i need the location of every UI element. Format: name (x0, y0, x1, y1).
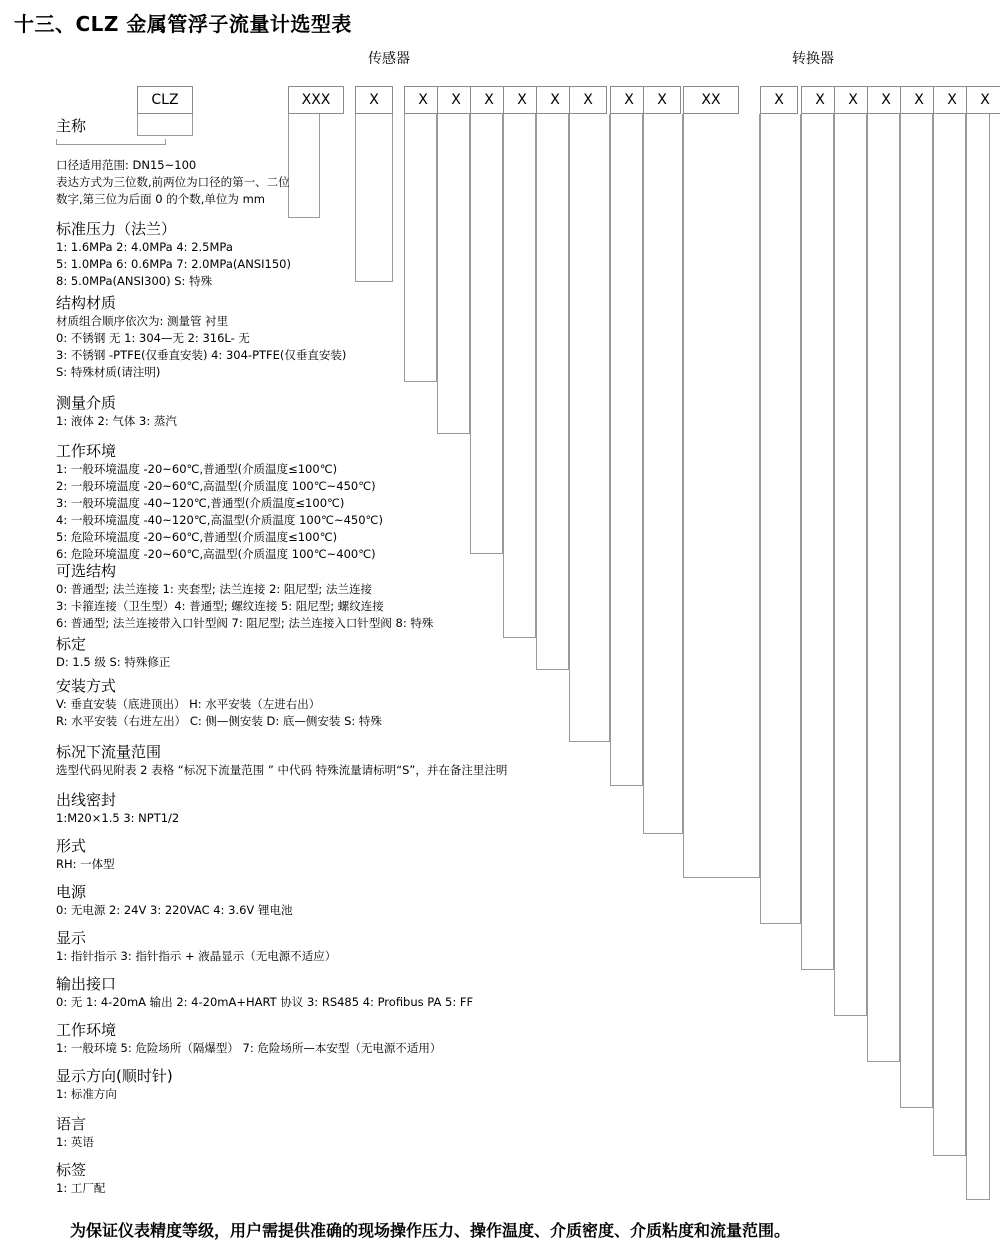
section-medium (56, 393, 177, 430)
section-title-environment-1: 工作环境 (56, 442, 117, 460)
code-box-15: X (867, 86, 905, 114)
group-label-converter: 转换器 (792, 51, 834, 67)
leader-pressure (355, 114, 393, 282)
section-installation (56, 676, 382, 730)
leader-power (760, 114, 801, 924)
section-calibration (56, 634, 170, 671)
section-line-diameter-2: 数字,第三位为后面 0 的个数,单位为 mm (56, 192, 265, 206)
section-line-power-0: 0: 无电源 2: 24V 3: 220VAC 4: 3.6V 锂电池 (56, 903, 293, 917)
section-title-medium: 测量介质 (56, 394, 117, 412)
leader-main-name (137, 114, 193, 136)
section-optional-structure (56, 561, 433, 632)
code-box-1: XXX (288, 86, 344, 114)
section-line-diameter-0: 口径适用范围: DN15~100 (56, 158, 197, 172)
section-title-power: 电源 (56, 883, 87, 901)
code-box-12: X (760, 86, 798, 114)
section-line-environment-1-3: 4: 一般环境温度 -40~120℃,高温型(介质温度 100℃~450℃) (56, 513, 383, 527)
section-title-environment-2: 工作环境 (56, 1021, 117, 1039)
underline-main-name (56, 139, 166, 145)
section-environment-2 (56, 1020, 441, 1057)
section-line-pressure-2: 8: 5.0MPa(ANSI300) S: 特殊 (56, 274, 213, 288)
section-line-environment-1-2: 3: 一般环境温度 -40~120℃,普通型(介质温度≤100℃) (56, 496, 345, 510)
section-display-direction (56, 1066, 173, 1103)
code-box-9: X (610, 86, 648, 114)
page-title: 十三、CLZ 金属管浮子流量计选型表 (14, 12, 352, 36)
section-line-installation-1: R: 水平安装（右进左出） C: 侧—侧安装 D: 底—侧安装 S: 特殊 (56, 714, 382, 728)
code-box-10: X (643, 86, 681, 114)
code-box-17: X (933, 86, 971, 114)
leader-diameter (288, 114, 320, 218)
leader-optional-structure (503, 114, 536, 638)
section-form (56, 836, 115, 873)
section-title-cable-seal: 出线密封 (56, 791, 117, 809)
section-power (56, 882, 292, 919)
leader-language (933, 114, 966, 1156)
section-line-installation-0: V: 垂直安装（底进顶出） H: 水平安装（左进右出） (56, 697, 321, 711)
section-line-language-0: 1: 英语 (56, 1135, 94, 1149)
section-line-pressure-1: 5: 1.0MPa 6: 0.6MPa 7: 2.0MPa(ANSI150) (56, 257, 291, 271)
section-line-optional-structure-1: 3: 卡箍连接（卫生型）4: 普通型; 螺纹连接 5: 阻尼型; 螺纹连接 (56, 599, 384, 613)
code-box-13: X (801, 86, 839, 114)
section-line-display-direction-0: 1: 标准方向 (56, 1087, 117, 1101)
section-line-material-1: 0: 不锈钢 无 1: 304—无 2: 316L- 无 (56, 331, 250, 345)
section-title-installation: 安装方式 (56, 677, 117, 695)
code-box-8: X (569, 86, 607, 114)
section-line-environment-2-0: 1: 一般环境 5: 危险场所（隔爆型） 7: 危险场所—本安型（无电源不适用） (56, 1041, 442, 1055)
section-line-material-3: S: 特殊材质(请注明) (56, 365, 161, 379)
code-box-4: X (437, 86, 475, 114)
section-title-output: 输出接口 (56, 975, 117, 993)
section-line-material-2: 3: 不锈钢 -PTFE(仅垂直安装) 4: 304-PTFE(仅垂直安装) (56, 348, 347, 362)
section-title-label: 标签 (56, 1161, 87, 1179)
section-title-form: 形式 (56, 837, 87, 855)
section-label (56, 1160, 105, 1197)
section-line-material-0: 材质组合顺序依次为: 测量管 衬里 (56, 314, 229, 328)
code-box-6: X (503, 86, 541, 114)
section-title-display: 显示 (56, 929, 87, 947)
leader-medium (437, 114, 470, 434)
section-environment-1 (56, 441, 383, 563)
section-output (56, 974, 473, 1011)
leader-installation (569, 114, 610, 742)
leader-label (966, 114, 990, 1200)
section-line-optional-structure-2: 6: 普通型; 法兰连接带入口针型阀 7: 阻尼型; 法兰连接入口针型阀 8: 特殊 (56, 616, 434, 630)
section-title-main-name: 主称 (56, 117, 87, 135)
section-flow-range (56, 742, 507, 779)
section-line-display-0: 1: 指针指示 3: 指针指示 + 液晶显示（无电源不适应） (56, 949, 337, 963)
section-title-display-direction: 显示方向(顺时针) (56, 1067, 173, 1085)
leader-form (683, 114, 760, 878)
code-box-11: XX (683, 86, 739, 114)
section-title-language: 语言 (56, 1115, 87, 1133)
leader-material (404, 114, 437, 382)
leader-display (801, 114, 834, 970)
leader-calibration (536, 114, 569, 670)
code-box-2: X (355, 86, 393, 114)
section-line-calibration-0: D: 1.5 级 S: 特殊修正 (56, 655, 171, 669)
code-box-14: X (834, 86, 872, 114)
section-line-environment-1-5: 6: 危险环境温度 -20~60℃,高温型(介质温度 100℃~400℃) (56, 547, 376, 561)
section-line-label-0: 1: 工厂配 (56, 1181, 106, 1195)
section-line-environment-1-1: 2: 一般环境温度 -20~60℃,高温型(介质温度 100℃~450℃) (56, 479, 376, 493)
footer-note: 为保证仪表精度等级，用户需提供准确的现场操作压力、操作温度、介质密度、介质粘度和流量范围。 (70, 1221, 791, 1240)
section-display (56, 928, 336, 965)
leader-environment-2 (867, 114, 900, 1062)
section-line-cable-seal-0: 1:M20×1.5 3: NPT1/2 (56, 811, 180, 825)
section-pressure (56, 219, 291, 290)
section-line-environment-1-0: 1: 一般环境温度 -20~60℃,普通型(介质温度≤100℃) (56, 462, 338, 476)
code-box-16: X (900, 86, 938, 114)
group-label-sensor: 传感器 (368, 51, 410, 67)
section-main-name (56, 116, 86, 136)
section-title-material: 结构材质 (56, 294, 117, 312)
leader-output (834, 114, 867, 1016)
code-box-3: X (404, 86, 442, 114)
code-box-7: X (536, 86, 574, 114)
leader-display-direction (900, 114, 933, 1108)
section-line-diameter-1: 表达方式为三位数,前两位为口径的第一、二位 (56, 175, 290, 189)
section-line-flow-range-0: 选型代码见附表 2 表格 “标况下流量范围 ” 中代码 特殊流量请标明“S”，并在备注里注明 (56, 763, 508, 777)
section-cable-seal (56, 790, 179, 827)
section-material (56, 293, 346, 381)
code-box-0: CLZ (137, 86, 193, 114)
leader-environment-1 (470, 114, 503, 554)
section-title-optional-structure: 可选结构 (56, 562, 117, 580)
section-diameter (56, 157, 290, 208)
code-box-5: X (470, 86, 508, 114)
section-line-optional-structure-0: 0: 普通型; 法兰连接 1: 夹套型; 法兰连接 2: 阻尼型; 法兰连接 (56, 582, 372, 596)
section-line-output-0: 0: 无 1: 4-20mA 输出 2: 4-20mA+HART 协议 3: RS485 4: Profibus PA 5: FF (56, 995, 474, 1009)
leader-cable-seal (643, 114, 683, 834)
section-line-environment-1-4: 5: 危险环境温度 -20~60℃,普通型(介质温度≤100℃) (56, 530, 338, 544)
leader-flow-range (610, 114, 643, 786)
section-line-pressure-0: 1: 1.6MPa 2: 4.0MPa 4: 2.5MPa (56, 240, 233, 254)
section-title-calibration: 标定 (56, 635, 87, 653)
section-title-flow-range: 标况下流量范围 (56, 743, 162, 761)
section-line-form-0: RH: 一体型 (56, 857, 115, 871)
section-language (56, 1114, 94, 1151)
section-title-pressure: 标准压力（法兰） (56, 220, 177, 238)
section-line-medium-0: 1: 液体 2: 气体 3: 蒸汽 (56, 414, 177, 428)
code-box-18: X (966, 86, 1000, 114)
